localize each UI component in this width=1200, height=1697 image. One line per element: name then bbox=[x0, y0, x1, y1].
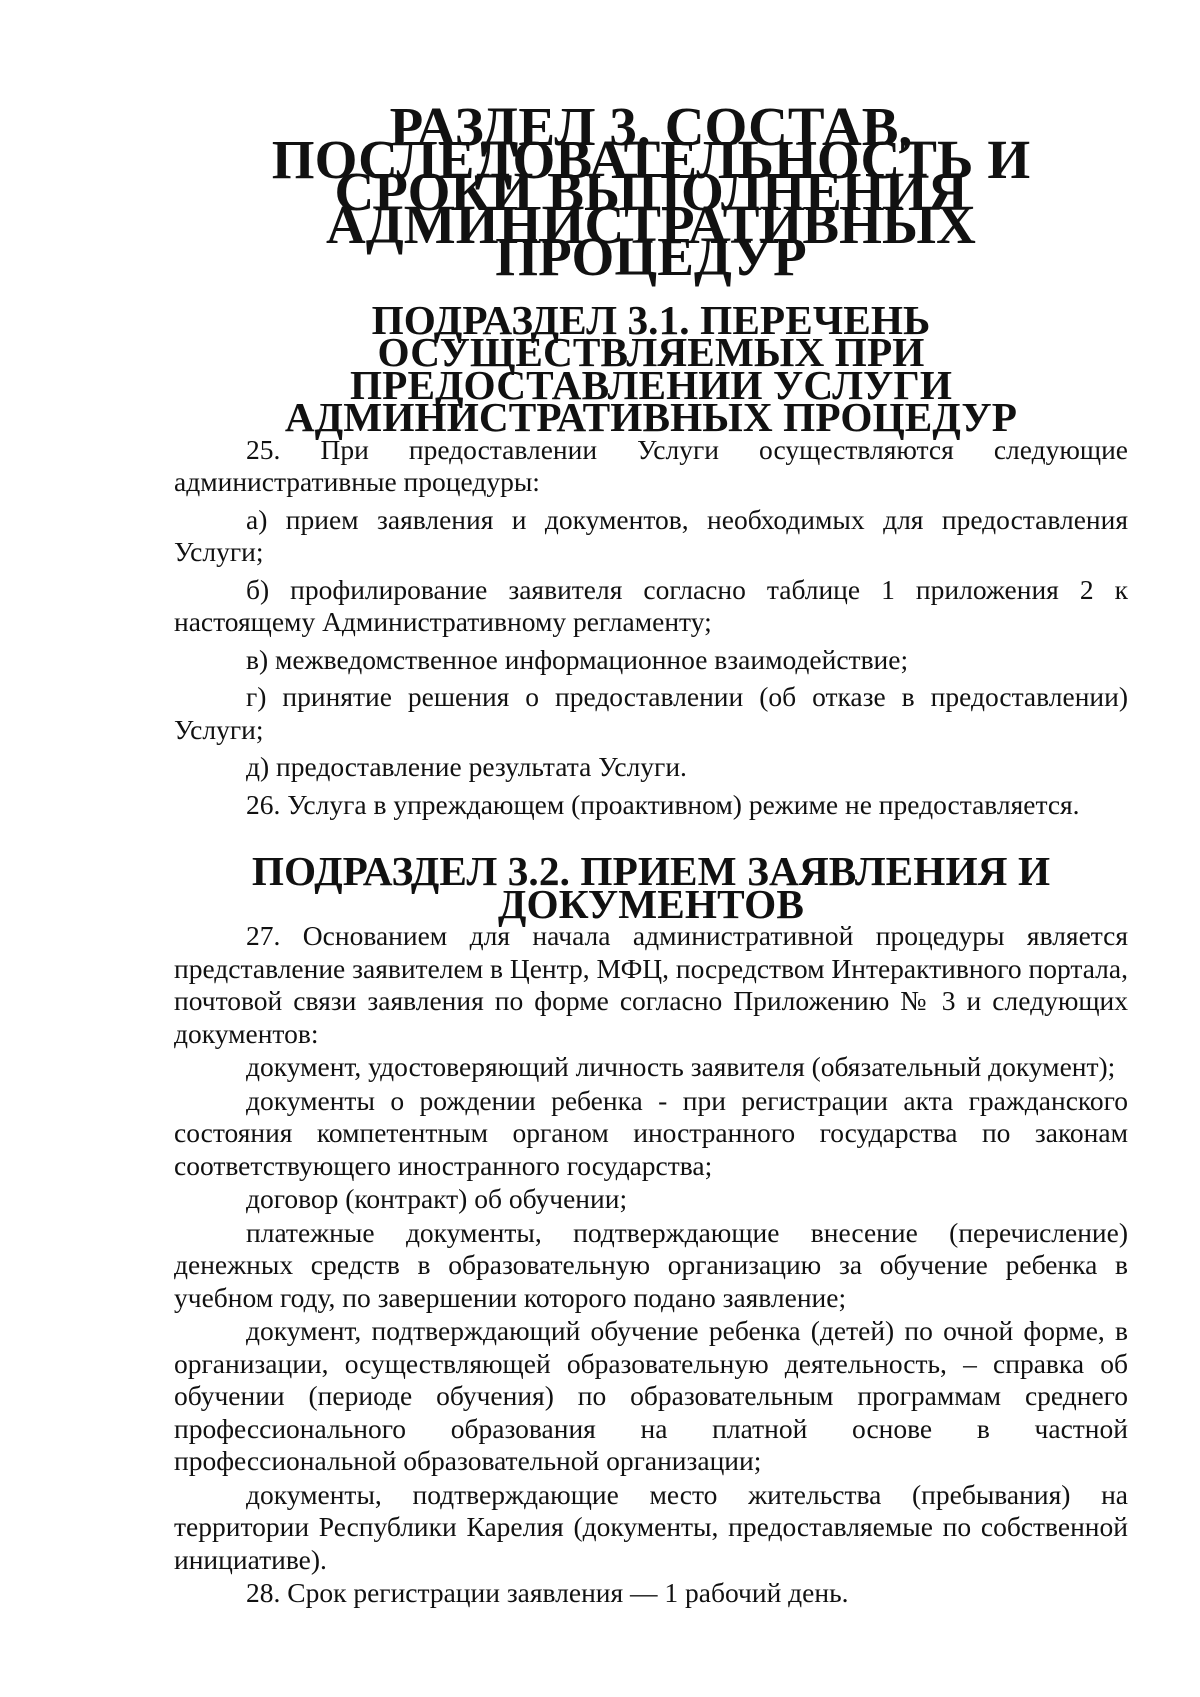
list-item-b: б) профилирование заявителя согласно таблице 1 приложения 2 к настоящему Административному регламенту; bbox=[174, 573, 1128, 637]
document-page bbox=[174, 96, 1128, 1611]
paragraph-25: 25. При предоставлении Услуги осуществляются следующие административные процедуры: bbox=[174, 433, 1128, 497]
paragraph-26: 26. Услуга в упреждающем (проактивном) режиме не предоставляется. bbox=[246, 788, 1080, 820]
paragraph-28: 28. Срок регистрации заявления — 1 рабочий день. bbox=[246, 1577, 849, 1608]
list-item-a: а) прием заявления и документов, необходимых для предоставления Услуги; bbox=[174, 503, 1128, 567]
document-item-identity: документ, удостоверяющий личность заявителя (обязательный документ); bbox=[246, 1051, 1116, 1082]
document-item-birth: документы о рождении ребенка - при регистрации акта гражданского состояния компетентным органом иностранного государства по законам соответствующего иностранного государства; bbox=[174, 1084, 1128, 1181]
document-item-study-certificate: документ, подтверждающий обучение ребенка (детей) по очной форме, в организации, осуществляющей образовательную деятельность, – справка об обучении (периоде обучения) по образовательным программам среднего профессионального образования на платной основе в частной профессиональной образовательной организации; bbox=[174, 1315, 1128, 1476]
list-item-g: г) принятие решения о предоставлении (об отказе в предоставлении) Услуги; bbox=[174, 681, 1128, 745]
section-heading: РАЗДЕЛ 3. СОСТАВ, ПОСЛЕДОВАТЕЛЬНОСТЬ И СРОКИ ВЫПОЛНЕНИЯ АДМИНИСТРАТИВНЫХ ПРОЦЕДУР bbox=[271, 96, 1031, 287]
list-item-d: д) предоставление результата Услуги. bbox=[246, 751, 687, 782]
document-item-residence: документы, подтверждающие место жительства (пребывания) на территории Республики Карелия (документы, предоставляемые по собственной инициативе). bbox=[174, 1478, 1128, 1575]
document-item-payment: платежные документы, подтверждающие внесение (перечисление) денежных средств в образовательную организацию за обучение ребенка в учебном году, по завершении которого подано заявление; bbox=[174, 1216, 1128, 1313]
subsection-3-1-heading: ПОДРАЗДЕЛ 3.1. ПЕРЕЧЕНЬ ОСУЩЕСТВЛЯЕМЫХ ПРИ ПРЕДОСТАВЛЕНИИ УСЛУГИ АДМИНИСТРАТИВНЫХ ПРОЦЕДУР bbox=[284, 296, 1018, 440]
document-item-contract: договор (контракт) об обучении; bbox=[246, 1183, 628, 1214]
list-item-v: в) межведомственное информационное взаимодействие; bbox=[246, 643, 909, 675]
paragraph-27: 27. Основанием для начала административной процедуры является представление заявителем в Центр, МФЦ, посредством Интерактивного портала, почтовой связи заявления по форме согласно Приложению № 3 и следующих документов: bbox=[174, 920, 1128, 1049]
subsection-3-2-heading: ПОДРАЗДЕЛ 3.2. ПРИЕМ ЗАЯВЛЕНИЯ И ДОКУМЕНТОВ bbox=[251, 848, 1051, 927]
